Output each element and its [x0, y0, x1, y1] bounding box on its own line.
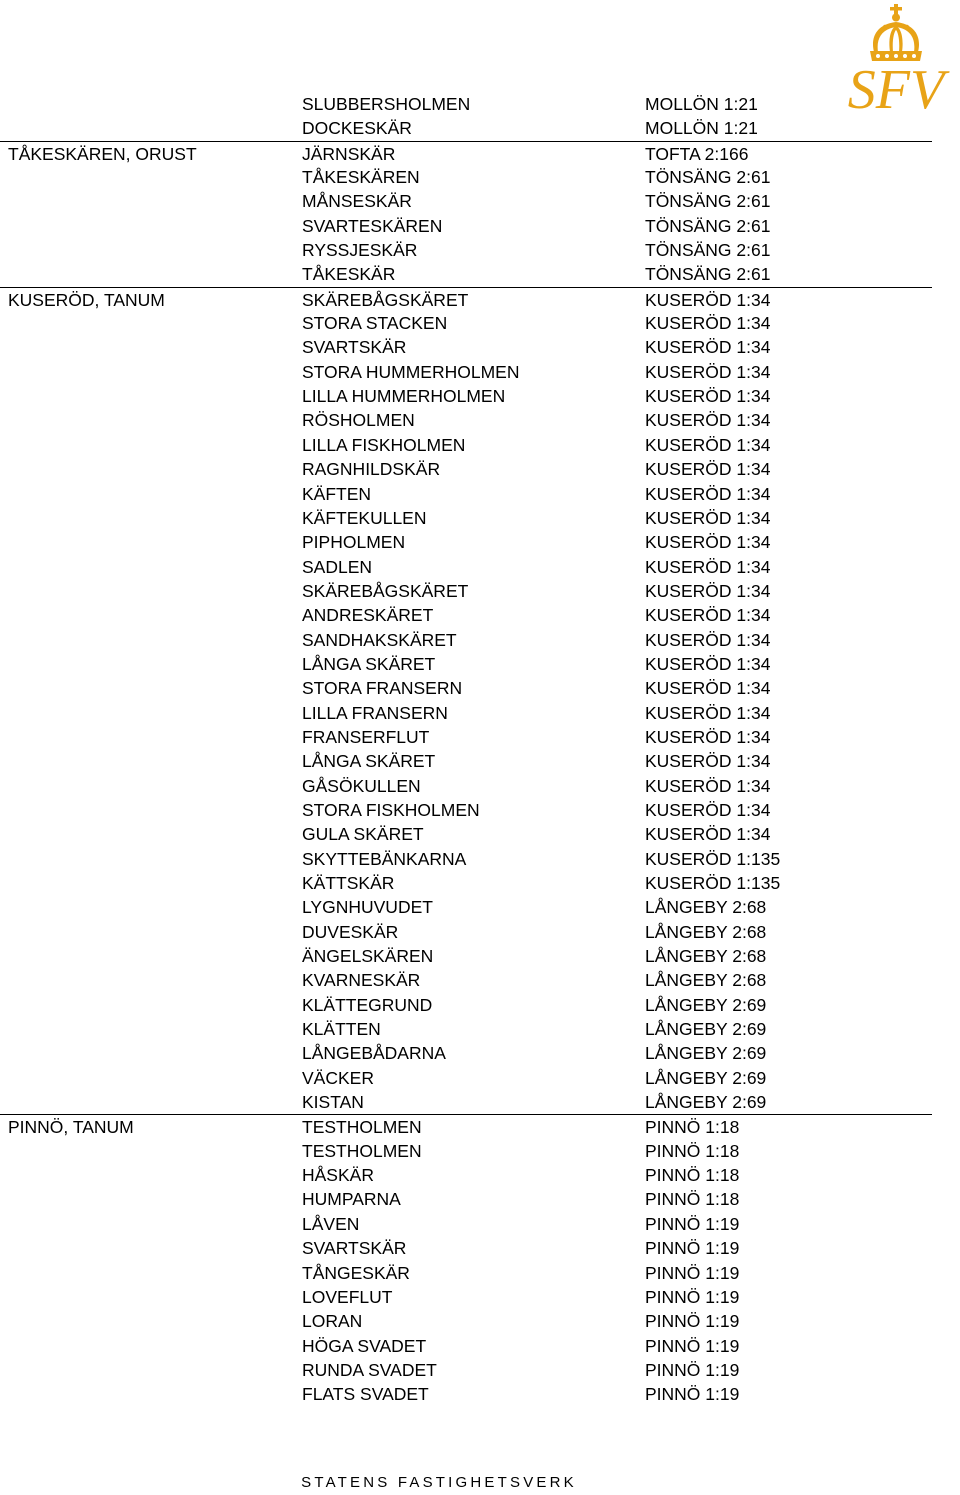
table-row	[0, 749, 932, 773]
property-designation: KUSERÖD 1:34	[645, 726, 771, 747]
island-name: TÅKESKÄREN	[302, 167, 420, 188]
table-row	[0, 433, 932, 457]
property-designation: KUSERÖD 1:34	[645, 313, 771, 334]
island-name: SANDHAKSKÄRET	[302, 629, 457, 650]
table-row	[0, 871, 932, 895]
table-row	[0, 1382, 932, 1406]
island-name: DOCKESKÄR	[302, 118, 412, 139]
island-name: HÅSKÄR	[302, 1165, 374, 1186]
island-name: FRANSERFLUT	[302, 726, 430, 747]
island-name: RAGNHILDSKÄR	[302, 459, 441, 480]
island-name: SVARTSKÄR	[302, 337, 407, 358]
table-row	[0, 822, 932, 846]
table-row	[0, 1236, 932, 1260]
property-designation: LÅNGEBY 2:68	[645, 970, 767, 991]
svg-text:SFV: SFV	[847, 59, 945, 118]
area-label: TÅKESKÄREN, ORUST	[8, 143, 197, 164]
island-name: LYGNHUVUDET	[302, 897, 433, 918]
table-row	[0, 214, 932, 238]
table-row	[0, 628, 932, 652]
island-name: RYSSJESKÄR	[302, 240, 418, 261]
table-row	[0, 895, 932, 919]
property-designation: PINNÖ 1:18	[645, 1189, 740, 1210]
island-name: LOVEFLUT	[302, 1286, 393, 1307]
island-name: TESTHOLMEN	[302, 1140, 422, 1161]
property-designation: KUSERÖD 1:34	[645, 289, 771, 310]
island-name: LÅNGEBÅDARNA	[302, 1043, 446, 1064]
property-designation: LÅNGEBY 2:69	[645, 1043, 767, 1064]
island-name: GULA SKÄRET	[302, 824, 424, 845]
property-designation: KUSERÖD 1:34	[645, 459, 771, 480]
property-designation: KUSERÖD 1:34	[645, 653, 771, 674]
property-designation: PINNÖ 1:18	[645, 1117, 740, 1138]
property-designation: KUSERÖD 1:34	[645, 799, 771, 820]
island-name: RUNDA SVADET	[302, 1359, 437, 1380]
property-designation: KUSERÖD 1:34	[645, 629, 771, 650]
table-row	[0, 725, 932, 749]
property-designation: PINNÖ 1:19	[645, 1262, 740, 1283]
table-row	[0, 189, 932, 213]
table-row	[0, 1163, 932, 1187]
island-name: PIPHOLMEN	[302, 532, 406, 553]
property-designation: MOLLÖN 1:21	[645, 94, 758, 114]
island-name: TÅKESKÄR	[302, 264, 396, 285]
property-designation: KUSERÖD 1:34	[645, 361, 771, 382]
island-name: LÅNGA SKÄRET	[302, 653, 436, 674]
property-designation: KUSERÖD 1:34	[645, 410, 771, 431]
property-designation: PINNÖ 1:19	[645, 1286, 740, 1307]
island-name: SLUBBERSHOLMEN	[302, 94, 471, 114]
property-designation: KUSERÖD 1:34	[645, 337, 771, 358]
table-row	[0, 482, 932, 506]
property-table	[0, 92, 932, 1407]
island-name: LÅNGA SKÄRET	[302, 751, 436, 772]
table-row	[0, 968, 932, 992]
table-row	[0, 1139, 932, 1163]
table-row	[0, 798, 932, 822]
island-name: SVARTSKÄR	[302, 1238, 407, 1259]
property-designation: LÅNGEBY 2:69	[645, 1019, 767, 1040]
table-row	[0, 993, 932, 1017]
island-name: GÅSÖKULLEN	[302, 775, 421, 796]
island-name: KÄFTEKULLEN	[302, 507, 427, 528]
property-designation: LÅNGEBY 2:69	[645, 1067, 767, 1088]
table-row	[0, 1334, 932, 1358]
island-name: RÖSHOLMEN	[302, 410, 415, 431]
table-row	[0, 1066, 932, 1090]
table-row	[0, 1285, 932, 1309]
table-row	[0, 238, 932, 262]
property-designation: KUSERÖD 1:34	[645, 507, 771, 528]
island-name: ANDRESKÄRET	[302, 605, 434, 626]
island-name: KÄTTSKÄR	[302, 873, 395, 893]
table-row	[0, 920, 932, 944]
property-designation: MOLLÖN 1:21	[645, 118, 758, 139]
island-name: KLÄTTEGRUND	[302, 994, 433, 1015]
property-designation: TÖNSÄNG 2:61	[645, 191, 771, 212]
island-name: LILLA HUMMERHOLMEN	[302, 386, 506, 407]
property-designation: PINNÖ 1:19	[645, 1213, 740, 1234]
table-row	[0, 1212, 932, 1236]
property-designation: PINNÖ 1:18	[645, 1165, 740, 1186]
area-label: KUSERÖD, TANUM	[8, 289, 165, 310]
property-designation: PINNÖ 1:19	[645, 1384, 740, 1405]
table-row	[0, 701, 932, 725]
island-name: SKÄREBÅGSKÄRET	[302, 289, 469, 310]
island-name: LÅVEN	[302, 1213, 360, 1234]
property-designation: KUSERÖD 1:34	[645, 775, 771, 796]
table-row	[0, 1114, 932, 1138]
island-name: KVARNESKÄR	[302, 970, 421, 991]
island-name: SADLEN	[302, 556, 373, 577]
island-name: TESTHOLMEN	[302, 1117, 422, 1138]
table-row	[0, 92, 932, 116]
property-designation: KUSERÖD 1:34	[645, 386, 771, 407]
island-name: LILLA FRANSERN	[302, 702, 448, 723]
table-row	[0, 1261, 932, 1285]
island-name: KLÄTTEN	[302, 1019, 381, 1040]
table-row	[0, 1090, 932, 1114]
table-row	[0, 408, 932, 432]
island-name: STORA HUMMERHOLMEN	[302, 361, 520, 382]
property-designation: PINNÖ 1:19	[645, 1359, 740, 1380]
table-row	[0, 506, 932, 530]
island-name: JÄRNSKÄR	[302, 143, 396, 164]
island-name: ÄNGELSKÄREN	[302, 946, 434, 967]
table-row	[0, 165, 932, 189]
table-row	[0, 262, 932, 286]
table-row	[0, 335, 932, 359]
property-designation: KUSERÖD 1:34	[645, 824, 771, 845]
island-name: HUMPARNA	[302, 1189, 401, 1210]
property-designation: KUSERÖD 1:34	[645, 605, 771, 626]
island-name: SKYTTEBÄNKARNA	[302, 848, 467, 869]
property-designation: PINNÖ 1:19	[645, 1238, 740, 1259]
island-name: KÄFTEN	[302, 483, 372, 504]
table-row	[0, 555, 932, 579]
property-designation: TOFTA 2:166	[645, 143, 749, 164]
property-designation: KUSERÖD 1:34	[645, 434, 771, 455]
island-name: HÖGA SVADET	[302, 1335, 427, 1356]
table-row	[0, 457, 932, 481]
table-row	[0, 116, 932, 140]
table-row	[0, 676, 932, 700]
table-row	[0, 944, 932, 968]
property-designation: LÅNGEBY 2:69	[645, 1092, 767, 1113]
island-name: KISTAN	[302, 1092, 364, 1113]
property-designation: TÖNSÄNG 2:61	[645, 264, 771, 285]
property-designation: KUSERÖD 1:34	[645, 678, 771, 699]
table-row	[0, 1358, 932, 1382]
island-name: VÄCKER	[302, 1067, 374, 1088]
property-designation: KUSERÖD 1:34	[645, 483, 771, 504]
property-designation: LÅNGEBY 2:68	[645, 921, 767, 942]
table-row	[0, 579, 932, 603]
property-designation: PINNÖ 1:18	[645, 1140, 740, 1161]
island-name: LILLA FISKHOLMEN	[302, 434, 466, 455]
island-name: LORAN	[302, 1311, 363, 1332]
table-row	[0, 311, 932, 335]
island-name: FLATS SVADET	[302, 1384, 429, 1405]
table-row	[0, 287, 932, 311]
table-row	[0, 603, 932, 627]
footer-agency-name: STATENS FASTIGHETSVERK	[301, 1474, 577, 1491]
property-designation: TÖNSÄNG 2:61	[645, 240, 771, 261]
property-designation: KUSERÖD 1:135	[645, 873, 781, 893]
property-designation: KUSERÖD 1:34	[645, 556, 771, 577]
island-name: MÅNSESKÄR	[302, 191, 412, 212]
property-designation: KUSERÖD 1:34	[645, 580, 771, 601]
property-designation: LÅNGEBY 2:69	[645, 994, 767, 1015]
table-row	[0, 774, 932, 798]
property-designation: PINNÖ 1:19	[645, 1335, 740, 1356]
table-row	[0, 1041, 932, 1065]
table-row	[0, 530, 932, 554]
island-name: SKÄREBÅGSKÄRET	[302, 580, 469, 601]
property-designation: TÖNSÄNG 2:61	[645, 215, 771, 236]
island-name: DUVESKÄR	[302, 921, 399, 942]
property-designation: KUSERÖD 1:135	[645, 848, 781, 869]
table-row	[0, 384, 932, 408]
island-name: STORA STACKEN	[302, 313, 448, 334]
property-designation: LÅNGEBY 2:68	[645, 897, 767, 918]
property-designation: LÅNGEBY 2:68	[645, 946, 767, 967]
table-row	[0, 1187, 932, 1211]
island-name: SVARTESKÄREN	[302, 215, 443, 236]
property-designation: KUSERÖD 1:34	[645, 702, 771, 723]
area-label: PINNÖ, TANUM	[8, 1117, 134, 1138]
property-designation: KUSERÖD 1:34	[645, 532, 771, 553]
table-row	[0, 360, 932, 384]
island-name: STORA FISKHOLMEN	[302, 799, 480, 820]
island-name: TÅNGESKÄR	[302, 1262, 410, 1283]
property-designation: TÖNSÄNG 2:61	[645, 167, 771, 188]
table-row	[0, 847, 932, 871]
island-name: STORA FRANSERN	[302, 678, 463, 699]
table-row	[0, 1017, 932, 1041]
table-row	[0, 1309, 932, 1333]
property-designation: KUSERÖD 1:34	[645, 751, 771, 772]
table-row	[0, 652, 932, 676]
table-row	[0, 141, 932, 165]
property-designation: PINNÖ 1:19	[645, 1311, 740, 1332]
